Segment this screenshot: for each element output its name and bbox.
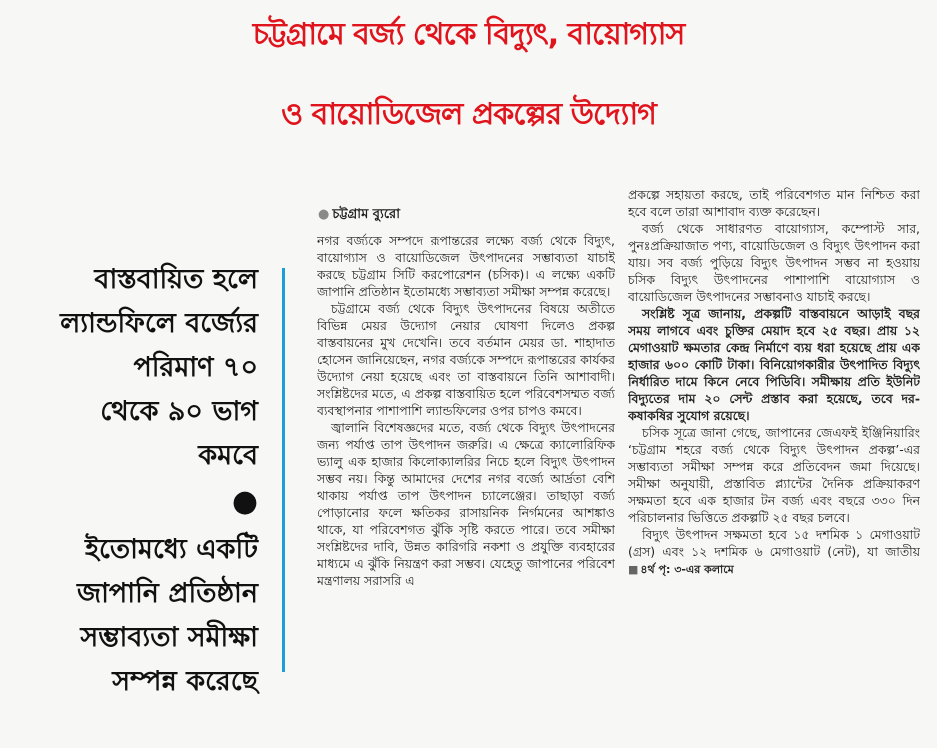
headline-line-2: ও বায়োডিজেল প্রকল্পের উদ্যোগ — [281, 97, 656, 132]
pull-quote — [0, 258, 258, 704]
paragraph: বর্জ্য থেকে সাধারণত বায়োগ্যাস, কম্পোস্ট সার, পুনঃপ্রক্রিয়াজাত পণ্য, বায়োডিজেল ও বিদ্যুৎ উৎপাদন করা যায়। সব বর্জ্য পুড়িয়ে বিদ্যুৎ উৎপাদন সম্ভব না হওয়ায় চসিক বিদ্যুৎ উৎপাদনের পাশাপাশি বায়োগ্যাস ও বায়োডিজেল উৎপাদনের সম্ভাবনাও যাচাই করছে। — [628, 221, 920, 304]
article-column-1 — [317, 232, 615, 732]
paragraph: চসিক সূত্রে জানা গেছে, জাপানের জেএফই ইঞ্জিনিয়ারিং ‘চট্টগ্রাম শহরে বর্জ্য থেকে বিদ্যুৎ উৎপাদন প্রকল্প’-এর সম্ভাব্যতা সমীক্ষা সম্পন্ন করে প্রতিবেদন জমা দিয়েছে। সমীক্ষা অনুযায়ী, প্রস্তাবিত প্ল্যান্টের দৈনিক প্রক্রিয়াকরণ সক্ষমতা হবে এক হাজার টন বর্জ্য এবং বছরে ৩৩০ দিন পরিচালনার ভিত্তিতে প্রকল্পটি ২৫ বছর চলবে। — [628, 425, 920, 525]
pull-quote-line: সম্ভাব্যতা সমীক্ষা — [80, 622, 258, 653]
pull-quote-line: পরিমাণ ৭০ — [133, 352, 258, 383]
paragraph: চট্টগ্রামে বর্জ্য থেকে বিদ্যুৎ উৎপাদনের বিষয়ে অতীতে বিভিন্ন মেয়র উদ্যোগ নেয়ার ঘোষণা দিলেও প্রকল্প বাস্তবায়নের মুখ দেখেনি। তবে বর্তমান মেয়র ডা. শাহাদাত হোসেন জানিয়েছেন, নগর বর্জ্যকে সম্পদে রূপান্তরের কার্যকর উদ্যোগ নেয়া হয়েছে এবং তা বাস্তবায়নে তিনি আশাবাদী। সংশ্লিষ্টদের মতে, এ প্রকল্প বাস্তবায়িত হলে পরিবেশসম্মত বর্জ্য ব্যবস্থাপনার পাশাপাশি ল্যান্ডফিলের ওপর চাপও কমবে। — [317, 301, 615, 418]
byline — [318, 205, 400, 226]
headline-line-1: চট্টগ্রামে বর্জ্য থেকে বিদ্যুৎ, বায়োগ্যাস — [252, 17, 685, 52]
pull-quote-line: থেকে ৯০ ভাগ — [100, 396, 258, 427]
paragraph: জ্বালানি বিশেষজ্ঞদের মতে, বর্জ্য থেকে বিদ্যুৎ উৎপাদনের জন্য পর্যাপ্ত তাপ উৎপাদন জরুরি। এ ক্ষেত্রে ক্যালোরিফিক ভ্যালু এক হাজার কিলোক্যালরির নিচে হলে বিদ্যুৎ উৎপাদন সম্ভব নয়। কিন্তু আমাদের দেশের নগর বর্জ্যে আর্দ্রতা বেশি থাকায় পর্যাপ্ত তাপ উৎপাদন চ্যালেঞ্জের। তাছাড়া বর্জ্য পোড়ানোর ফলে ক্ষতিকর রাসায়নিক নির্গমনের আশঙ্কাও থাকে, যা পরিবেশগত ঝুঁকি সৃষ্টি করতে পারে। তবে সমীক্ষা সংশ্লিষ্টদের দাবি, উন্নত কারিগরি নকশা ও প্রযুক্তি ব্যবহারের মাধ্যমে এ ঝুঁকি নিয়ন্ত্রণ করা সম্ভব। যেহেতু জাপানের পরিবেশ মন্ত্রণালয় সরাসরি এ — [317, 420, 615, 588]
pull-quote-line: বাস্তবায়িত হলে — [94, 264, 258, 295]
pull-quote-line: ল্যান্ডফিলে বর্জ্যের — [60, 308, 258, 339]
paragraph: নগর বর্জ্যকে সম্পদে রূপান্তরের লক্ষ্যে বর্জ্য থেকে বিদ্যুৎ, বায়োগ্যাস ও বায়োডিজেল উৎপাদনের সম্ভাব্যতা যাচাই করছে চট্টগ্রাম সিটি করপোরেশন (চসিক)। এ লক্ষ্যে একটি জাপানি প্রতিষ্ঠান ইতোমধ্যে সম্ভাব্যতা সমীক্ষা সম্পন্ন করেছে। — [317, 233, 615, 299]
pull-quote-line: জাপানি প্রতিষ্ঠান — [76, 578, 258, 609]
bullet-separator: ● — [231, 484, 258, 519]
pull-quote-line: কমবে — [198, 440, 258, 471]
pull-quote-line: ইতোমধ্যে একটি — [84, 534, 258, 565]
jump-marker-icon: ■ — [628, 563, 639, 576]
article-column-2 — [628, 186, 920, 736]
byline-bullet-icon: ● — [318, 207, 330, 222]
paragraph: প্রকল্পে সহায়তা করছে, তাই পরিবেশগত মান নিশ্চিত করা হবে বলে তারা আশাবাদ ব্যক্ত করেছেন। — [628, 187, 920, 219]
paragraph: সংশ্লিষ্ট সূত্র জানায়, প্রকল্পটি বাস্তবায়নে আড়াই বছর সময় লাগবে এবং চুক্তির মেয়াদ হবে ২৫ বছর। প্রায় ১২ মেগাওয়াট ক্ষমতার কেন্দ্র নির্মাণে ব্যয় ধরা হয়েছে প্রায় এক হাজার ৬০০ কোটি টাকা। বিনিয়োগকারীর উৎপাদিত বিদ্যুৎ নির্ধারিত দামে কিনে নেবে পিডিবি। সমীক্ষায় প্রতি ইউনিট বিদ্যুতের দাম ২০ সেন্ট প্রস্তাব করা হয়েছে, তবে দর-কষাকষির সুযোগ রয়েছে। — [628, 306, 920, 423]
paragraph-text: বিদ্যুৎ উৎপাদন সক্ষমতা হবে ১৫ দশমিক ১ মেগাওয়াট (গ্রস) এবং ১২ দশমিক ৬ মেগাওয়াট (নেট), যা জাতীয় — [628, 527, 920, 559]
byline-text: চট্টগ্রাম ব্যুরো — [332, 207, 400, 222]
paragraph — [628, 526, 920, 578]
divider-rule — [282, 268, 285, 672]
pull-quote-line: সম্পন্ন করেছে — [112, 666, 258, 697]
continued-on-link[interactable] — [628, 563, 734, 576]
continued-on-text: ৪র্থ পৃ: ৩-এর কলামে — [640, 563, 734, 576]
